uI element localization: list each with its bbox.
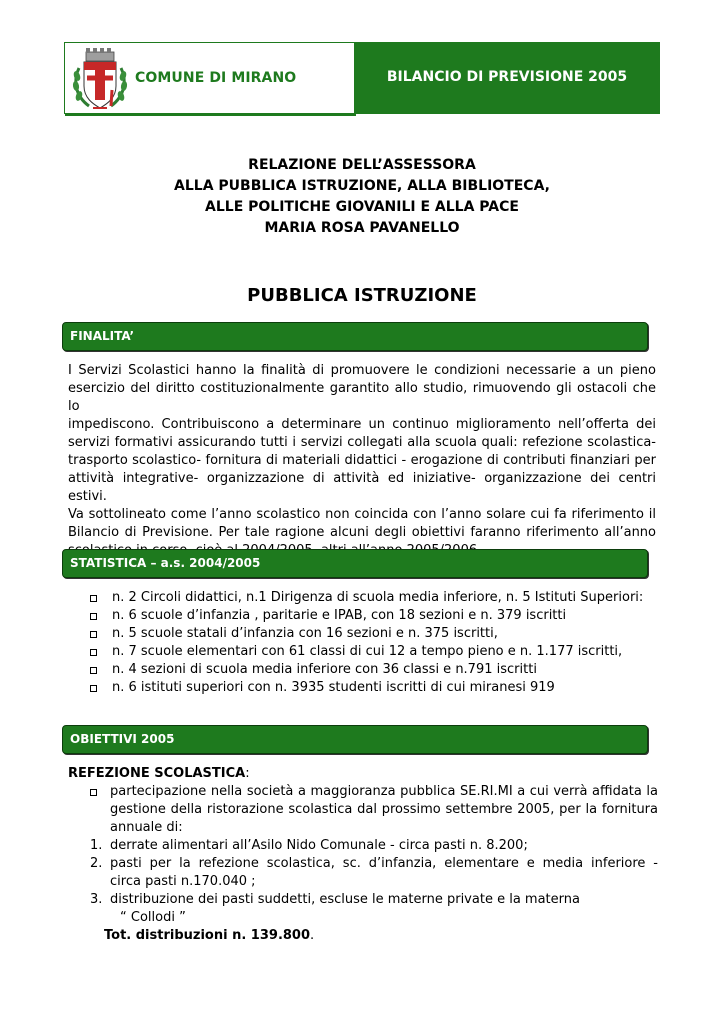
paragraph-line: impediscono. Contribuiscono a determinare un continuo miglioramento nell’offerta dei [68,417,656,432]
totale-text: Tot. distribuzioni n. 139.800 [104,928,311,943]
document-header [64,42,660,116]
list-item [90,679,643,697]
list-item [68,783,658,837]
report-title-line: ALLE POLITICHE GIOVANILI E ALLA PACE [205,199,519,215]
square-bullet-icon [90,613,97,620]
obiettivi-heading-bar [62,725,648,754]
header-divider [65,114,356,116]
item-number: 3. [90,892,103,907]
comune-name: COMUNE DI MIRANO [135,70,297,86]
list-item [90,625,643,643]
list-item-line: gestione della ristorazione scolastica dal prossimo settembre 2005, per la fornitura [110,802,658,817]
paragraph-line: trasporto scolastico- fornitura di materiali didattici - erogazione di contributi finanziari per [68,453,656,468]
list-item-text: n. 4 sezioni di scuola media inferiore con 36 classi e n.791 iscritti [112,662,537,677]
list-item [90,607,643,625]
totale-distribuzioni [68,927,658,945]
numbered-item-line: pasti per la refezione scolastica, sc. d’infanzia, elementare e media inferiore - [110,856,658,871]
list-item-text: n. 6 istituti superiori con n. 3935 studenti iscritti di cui miranesi 919 [112,680,555,695]
list-item-text: n. 5 scuole statali d’infanzia con 16 sezioni e n. 375 iscritti, [112,626,498,641]
statistica-list [90,589,643,697]
item-number: 1. [90,838,103,853]
square-bullet-icon [90,649,97,656]
numbered-item-line: derrate alimentari all’Asilo Nido Comunale - circa pasti n. 8.200; [110,838,528,853]
refezione-heading [68,765,658,783]
paragraph-line: Bilancio di Previsione. Per tale ragione alcuni degli obiettivi faranno riferimento all’anno [68,525,656,540]
comune-logo-box [64,42,354,114]
square-bullet-icon [90,667,97,674]
list-item-text: n. 2 Circoli didattici, n.1 Dirigenza di scuola media inferiore, n. 5 Istituti Superiori: [112,590,644,605]
numbered-item [68,891,658,927]
numbered-item [68,837,658,855]
finalita-heading: FINALITA’ [70,329,135,343]
list-item-text: n. 6 scuole d’infanzia , paritarie e IPAB, con 18 sezioni e n. 379 iscritti [112,608,567,623]
square-bullet-icon [90,789,97,796]
paragraph-line: attività integrative- organizzazione di attività ed iniziative- organizzazione dei centri estivi. [68,471,656,504]
paragraph-line: esercizio del diritto costituzionalmente garantito allo studio, rimuovendo gli ostacoli che lo [68,381,656,414]
square-bullet-icon [90,631,97,638]
list-item [90,589,643,607]
square-bullet-icon [90,685,97,692]
mirano-coat-of-arms-icon [71,46,129,112]
finalita-heading-bar [62,322,648,351]
list-item-line: partecipazione nella società a maggioranza pubblica SE.RI.MI a cui verrà affidata la [110,784,658,799]
list-item [90,661,643,679]
paragraph-line: servizi formativi assicurando tutti i servizi collegati alla scuola quali: refezione scolastica- [68,435,656,450]
list-item-text: n. 7 scuole elementari con 61 classi di cui 12 a tempo pieno e n. 1.177 iscritti, [112,644,623,659]
paragraph-line: I Servizi Scolastici hanno la finalità di promuovere le condizioni necessarie a un pieno [68,363,656,378]
obiettivi-heading: OBIETTIVI 2005 [70,732,175,746]
numbered-item-line: distribuzione dei pasti suddetti, escluse le materne private e la materna [110,892,580,907]
numbered-item-line: “ Collodi ” [120,910,186,925]
statistica-heading-bar [62,549,648,578]
section-title: PUBBLICA ISTRUZIONE [247,285,477,306]
numbered-item [68,855,658,891]
report-title [0,155,724,239]
report-title-line: MARIA ROSA PAVANELLO [264,220,460,236]
obiettivi-content [68,765,658,945]
refezione-colon: : [245,766,250,781]
item-number: 2. [90,856,103,871]
list-item [90,643,643,661]
paragraph-line: Va sottolineato come l’anno scolastico non coincida con l’anno solare cui fa riferimento il [68,507,656,522]
report-title-line: ALLA PUBBLICA ISTRUZIONE, ALLA BIBLIOTECA, [174,178,550,194]
list-item-line: annuale di: [110,820,183,835]
statistica-heading: STATISTICA – a.s. 2004/2005 [70,556,261,570]
numbered-item-line: circa pasti n.170.040 ; [110,874,256,889]
bilancio-box [354,42,660,114]
bilancio-title: BILANCIO DI PREVISIONE 2005 [386,69,628,85]
finalita-paragraph [68,362,656,560]
square-bullet-icon [90,595,97,602]
refezione-label: REFEZIONE SCOLASTICA [68,766,246,781]
totale-end: . [310,928,315,943]
report-title-line: RELAZIONE DELL’ASSESSORA [248,157,476,173]
